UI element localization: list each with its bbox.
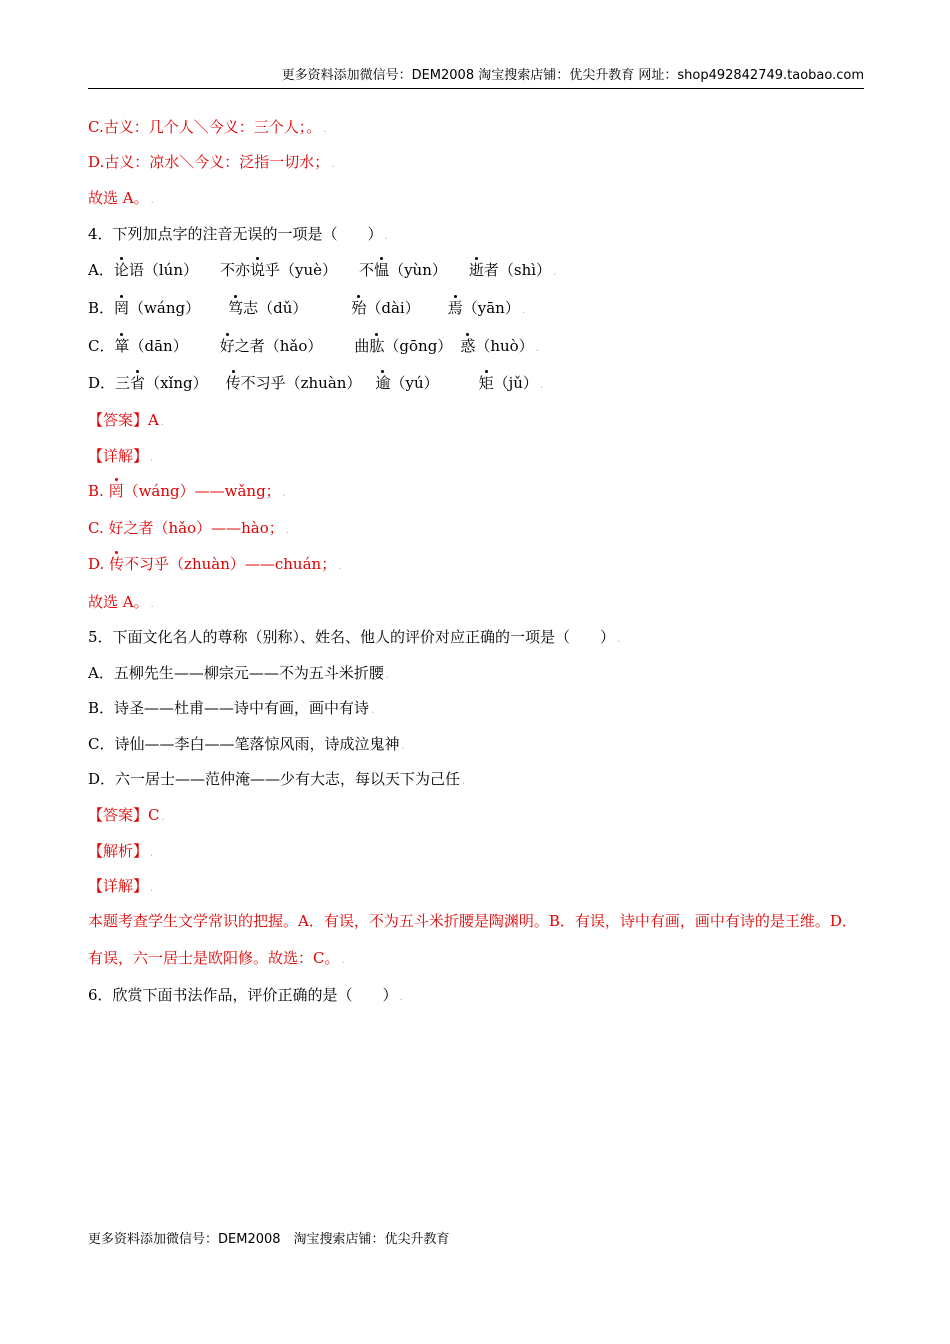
q5-option-d: D．六一居士——范仲淹——少有大志，每以天下为己任 . xyxy=(88,770,466,788)
q4-choose: 故选 A。 . xyxy=(88,593,154,611)
q4-detail-title: 【详解】 . xyxy=(88,447,154,465)
q4-detail-d: D. 传不习乎（zhuàn）——chuán； . xyxy=(88,555,342,573)
option-d-meaning: D.古义：凉水＼今义：泛指一切水； . xyxy=(88,153,335,171)
q4-option-a: A．论语（lún） 不亦说乎（yuè） 不愠（yùn） 逝者（shì） . xyxy=(88,261,557,279)
q5-option-c: C．诗仙——李白——笔落惊风雨，诗成泣鬼神 . xyxy=(88,735,405,753)
choose-answer: 故选 A。 . xyxy=(88,189,154,207)
q4-option-d: D．三省（xǐng） 传不习乎（zhuàn） 逾（yú） 矩（jǔ） . xyxy=(88,374,544,392)
question-5-stem: 5．下面文化名人的尊称（别称）、姓名、他人的评价对应正确的一项是（ ） . xyxy=(88,628,621,646)
q4-option-c: C．箪（dān） 好之者（hǎo） 曲肱（gōng） 惑（huò） . xyxy=(88,337,539,355)
q4-option-b: B．罔（wáng） 笃志（dǔ） 殆（dài） 焉（yān） . xyxy=(88,299,526,317)
q4-answer: 【答案】A . xyxy=(88,411,165,429)
q4-detail-b: B. 罔（wáng）——wǎng； . xyxy=(88,482,286,500)
q5-detail-title: 【详解】 . xyxy=(88,877,154,895)
page-header: 更多资料添加微信号：DEM2008 淘宝搜索店铺：优尖升教育 网址：shop492842749.taobao.com xyxy=(88,66,864,89)
q5-explanation: 本题考查学生文学常识的把握。A．有误，不为五斗米折腰是陶渊明。B．有误，诗中有画，画中有诗的是王维。D．有误，六一居士是欧阳修。故选：C。 . xyxy=(88,912,857,967)
q5-analysis-title: 【解析】 . xyxy=(88,842,154,860)
page-footer: 更多资料添加微信号：DEM2008 淘宝搜索店铺：优尖升教育 xyxy=(88,1232,450,1247)
option-c-meaning: C.古义：几个人＼今义：三个人；。 . xyxy=(88,118,327,136)
q4-detail-c: C. 好之者（hǎo）——hào； . xyxy=(88,519,289,537)
question-6-stem: 6．欣赏下面书法作品，评价正确的是（ ） . xyxy=(88,986,403,1004)
q5-answer: 【答案】C . xyxy=(88,806,165,824)
q5-option-a: A．五柳先生——柳宗元——不为五斗米折腰 . xyxy=(88,664,390,682)
q5-option-b: B．诗圣——杜甫——诗中有画，画中有诗 . xyxy=(88,699,375,717)
question-4-stem: 4．下列加点字的注音无误的一项是（ ） . xyxy=(88,225,388,243)
